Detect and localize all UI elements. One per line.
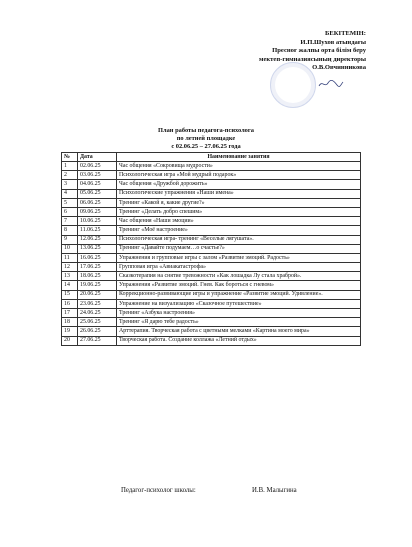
table-row (62, 226, 361, 235)
row-activity: Тренинг «Азбука настроения» (117, 309, 361, 318)
row-number: 10 (62, 244, 78, 253)
approval-line: И.П.Шухов атындағы (300, 38, 366, 46)
row-number: 5 (62, 198, 78, 207)
row-activity: Коррекционно-развивающие игры и упражнение «Развитие эмоций. Удивление». (117, 290, 361, 299)
row-number: 8 (62, 226, 78, 235)
row-number: 2 (62, 171, 78, 180)
table-row (62, 171, 361, 180)
row-activity: Творческая работа. Создание коллажа «Летний отдых» (117, 336, 361, 345)
footer-role: Педагог-психолог школы: (121, 487, 196, 494)
row-date: 17.06.25 (78, 263, 117, 272)
row-number: 19 (62, 327, 78, 336)
table-row (62, 180, 361, 189)
row-date: 05.06.25 (78, 189, 117, 198)
row-activity: Психологическая игра- тренинг «Веселые лягушата». (117, 235, 361, 244)
row-activity: Упражнения «Развитие эмоций. Гнев. Как бороться с гневом» (117, 281, 361, 290)
row-number: 6 (62, 207, 78, 216)
row-number: 7 (62, 217, 78, 226)
row-date: 26.06.25 (78, 327, 117, 336)
row-date: 18.06.25 (78, 272, 117, 281)
row-date: 06.06.25 (78, 198, 117, 207)
schedule-rows (62, 162, 361, 346)
signature-mark (318, 79, 344, 89)
header-number: № (62, 153, 78, 162)
row-activity: Тренинг «Какой я, какие другие?» (117, 198, 361, 207)
row-date: 19.06.25 (78, 281, 117, 290)
row-date: 09.06.25 (78, 207, 117, 216)
row-number: 16 (62, 299, 78, 308)
row-date: 03.06.25 (78, 171, 117, 180)
table-row (62, 189, 361, 198)
row-activity: Тренинг «Я дарю тебе радость» (117, 318, 361, 327)
table-row (62, 162, 361, 171)
table-row (62, 318, 361, 327)
table-row (62, 281, 361, 290)
header-activity: Наименование занятия (117, 153, 361, 162)
approval-block (259, 30, 366, 73)
row-number: 14 (62, 281, 78, 290)
table-row (62, 198, 361, 207)
schedule-table (61, 152, 361, 346)
row-date: 04.06.25 (78, 180, 117, 189)
table-row (62, 290, 361, 299)
row-date: 16.06.25 (78, 253, 117, 262)
row-number: 17 (62, 309, 78, 318)
row-number: 11 (62, 253, 78, 262)
row-date: 23.06.25 (78, 299, 117, 308)
approval-heading: БЕКІТЕМІН: (324, 30, 366, 37)
approval-line: мектеп-гимназиясының директоры (258, 55, 366, 63)
row-number: 3 (62, 180, 78, 189)
row-date: 25.06.25 (78, 318, 117, 327)
table-row (62, 217, 361, 226)
table-row (62, 336, 361, 345)
row-number: 20 (62, 336, 78, 345)
row-number: 13 (62, 272, 78, 281)
row-date: 27.06.25 (78, 336, 117, 345)
table-row (62, 253, 361, 262)
table-row (62, 299, 361, 308)
row-date: 11.06.25 (78, 226, 117, 235)
row-date: 24.06.25 (78, 309, 117, 318)
row-number: 12 (62, 263, 78, 272)
row-number: 9 (62, 235, 78, 244)
footer-name: И.В. Малыгина (252, 487, 297, 494)
row-activity: Сказкотерапия на снятие тревожности «Как лошадка Лу стала храброй». (117, 272, 361, 281)
row-activity: Тренинг «Давайте подумаем…о счастье?» (117, 244, 361, 253)
row-activity: Арттерапия. Творческая работа с цветными мелками «Картина моего мира» (117, 327, 361, 336)
stamp-seal (270, 62, 316, 108)
row-activity: Психологическая игра «Мой мудрый подарок» (117, 171, 361, 180)
header-date: Дата (78, 153, 117, 162)
row-activity: Групповая игра «Авиакатастрофа» (117, 263, 361, 272)
row-activity: Тренинг «Моё настроение» (117, 226, 361, 235)
document-title (0, 127, 412, 150)
row-date: 02.06.25 (78, 162, 117, 171)
approval-line: Пресноғ жалпы орта білім беру (272, 47, 366, 55)
title-line-1: План работы педагога-психолога (158, 127, 254, 134)
title-line-3: с 02.06.25 – 27.06.25 года (171, 142, 241, 150)
table-row (62, 207, 361, 216)
row-number: 4 (62, 189, 78, 198)
table-row (62, 244, 361, 253)
row-date: 13.06.25 (78, 244, 117, 253)
row-activity: Упражнения и групповые игры с залом «Развитие эмоций. Радость» (117, 253, 361, 262)
table-row (62, 327, 361, 336)
row-activity: Психологические упражнения «Наши имена» (117, 189, 361, 198)
table-row (62, 309, 361, 318)
row-activity: Тренинг «Делать добро спешим» (117, 207, 361, 216)
row-number: 1 (62, 162, 78, 171)
title-line-2: по летней площадке (176, 134, 236, 142)
row-activity: Упражнение на визуализацию «Сказочное путешествие» (117, 299, 361, 308)
table-row (62, 235, 361, 244)
row-number: 18 (62, 318, 78, 327)
row-number: 15 (62, 290, 78, 299)
row-activity: Час общения «Наши эмоции» (117, 217, 361, 226)
row-date: 12.06.25 (78, 235, 117, 244)
table-row (62, 263, 361, 272)
row-activity: Час общения «Сокровища мудрости» (117, 162, 361, 171)
row-activity: Час общения «Дружбой дорожить» (117, 180, 361, 189)
table-row (62, 272, 361, 281)
approval-director: О.В.Овчинникова (312, 64, 366, 72)
row-date: 10.06.25 (78, 217, 117, 226)
row-date: 20.06.25 (78, 290, 117, 299)
